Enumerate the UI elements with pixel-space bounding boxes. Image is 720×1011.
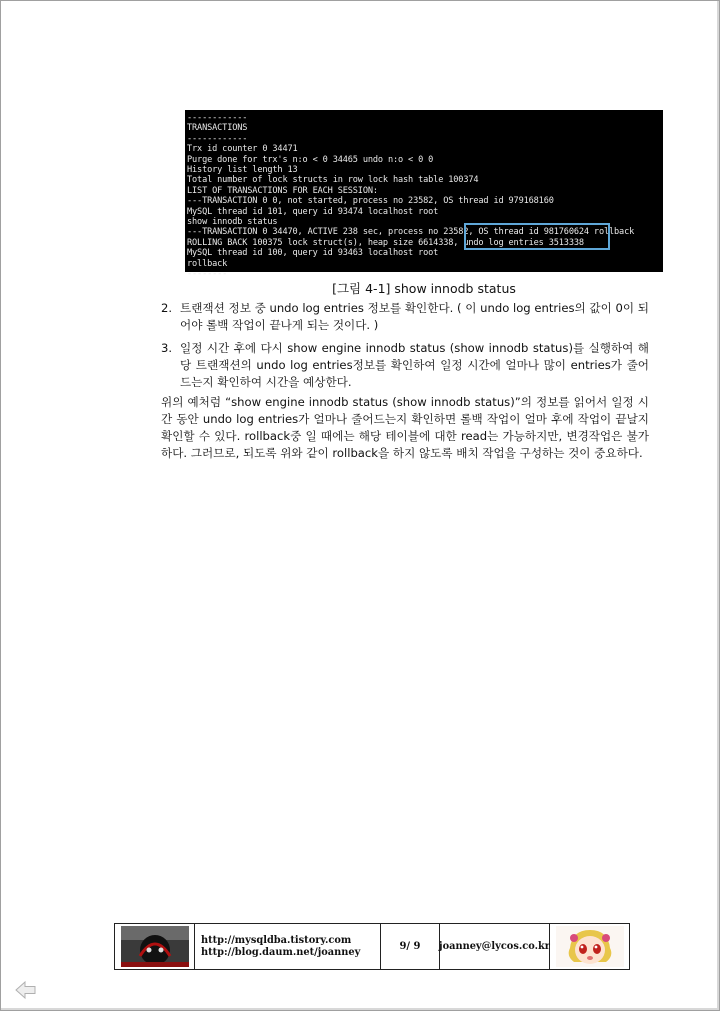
list-text: 일정 시간 후에 다시 show engine innodb status (show innodb status)를 실행하여 해당 트랜잭션의 undo log entries정보를 확인하여 일정 시간에 얼마나 많이 entries가 줄어드는지 확인하여 시간을 예상한다. xyxy=(180,341,649,389)
list-item xyxy=(161,340,649,391)
terminal-line: show innodb status xyxy=(187,217,278,228)
list-number: 3. xyxy=(161,341,173,355)
list-item xyxy=(161,300,649,334)
terminal-line: ROLLING BACK 100375 lock struct(s), heap size 6614338, undo log entries 3513338 xyxy=(187,237,584,248)
list-text: 트랜잭션 정보 중 undo log entries 정보를 확인한다. ( 이 undo log entries의 값이 0이 되어야 롤백 작업이 끝나게 되는 것이다. ) xyxy=(180,301,649,332)
footer-page-number xyxy=(381,924,440,969)
footer-avatar-right xyxy=(550,924,629,969)
figure-caption: [그림 4-1] show innodb status xyxy=(332,281,516,296)
terminal-line: -------- xyxy=(187,269,228,280)
back-arrow-icon[interactable] xyxy=(14,980,38,1000)
page-number: 9/ 9 xyxy=(399,941,421,952)
terminal-line: Purge done for trx's n:o < 0 34465 undo n:o < 0 0 xyxy=(187,154,434,165)
terminal-line: rollback xyxy=(187,258,228,269)
terminal-line: ------------ xyxy=(187,133,248,144)
footer-links xyxy=(195,924,381,969)
terminal-line: Trx id counter 0 34471 xyxy=(187,144,298,155)
numbered-list xyxy=(161,300,649,397)
terminal-line: MySQL thread id 101, query id 93474 localhost root xyxy=(187,206,439,217)
footer-avatar-left xyxy=(115,924,195,969)
body-paragraph: 위의 예처럼 “show engine innodb status (show innodb status)”의 정보를 읽어서 일정 시간 동안 undo log entries가 얼마나 줄어드는지 확인하면 롤백 작업이 얼마 후에 작업이 끝날지 확인할 수 있다. rollback중 일 때에는 해당 테이블에 대한 read는 가능하지만, 변경작업은 불가하다. 그러므로, 되도록 위와 같이 rollback을 하지 않도록 배치 작업을 구성하는 것이 중요하다. xyxy=(161,395,649,460)
list-number: 2. xyxy=(161,301,173,315)
undo-log-highlight-box xyxy=(464,223,610,250)
terminal-line: ---TRANSACTION 0 0, not started, process no 23582, OS thread id 979168160 xyxy=(187,196,554,207)
daum-blog-link[interactable]: http://blog.daum.net/joanney xyxy=(201,946,361,958)
email-address[interactable]: joanney@lycos.co.kr xyxy=(439,941,550,952)
terminal-line: History list length 13 xyxy=(187,165,298,176)
terminal-line: Total number of lock structs in row lock hash table 100374 xyxy=(187,175,479,186)
terminal-output xyxy=(187,113,634,280)
terminal-line: LIST OF TRANSACTIONS FOR EACH SESSION: xyxy=(187,185,378,196)
dark-figure-image xyxy=(121,926,189,967)
terminal-line: ---TRANSACTION 0 34470, ACTIVE 238 sec, process no 23582, OS thread id 981760624 rollback xyxy=(187,227,635,238)
page-footer xyxy=(114,923,630,970)
terminal-line: TRANSACTIONS xyxy=(187,123,248,134)
tistory-link[interactable]: http://mysqldba.tistory.com xyxy=(201,934,352,946)
terminal-line: MySQL thread id 100, query id 93463 localhost root xyxy=(187,248,439,259)
anime-character-image xyxy=(556,926,624,967)
footer-email xyxy=(440,924,550,969)
terminal-line: ------------ xyxy=(187,113,248,123)
